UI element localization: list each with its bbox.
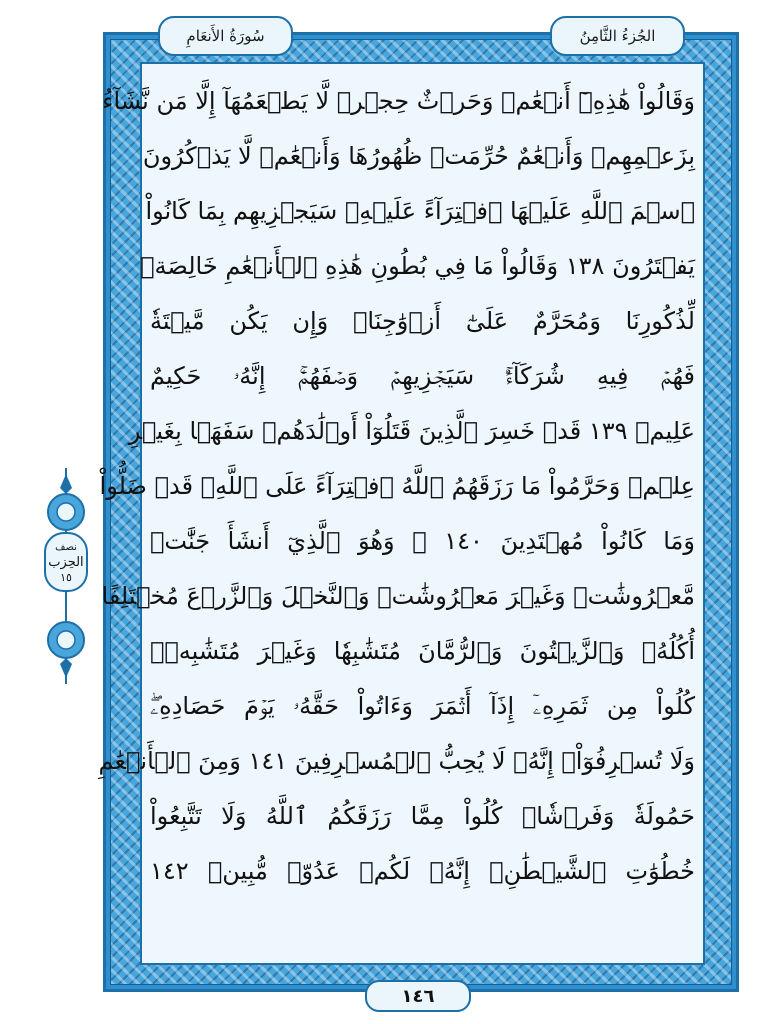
hizb-marker [36, 468, 96, 684]
verse-lines [98, 73, 695, 898]
verse-line-4: يَفۡتَرُونَ ١٣٨ وَقَالُواْ مَا فِي بُطُونِ هَٰذِهِ ٱلۡأَنۡعَٰمِ خَالِصَةٞ [140, 251, 695, 280]
verse-line-9: وَمَا كَانُواْ مُهۡتَدِينَ ١٤٠ ۞ وَهُوَ ٱلَّذِيٓ أَنشَأَ جَنَّٰتٖ [150, 526, 695, 555]
verse-line-6: فَهُمۡ فِيهِ شُرَكَآءُۚ سَيَجۡزِيهِمۡ وَصۡفَهُمۡۚ إِنَّهُۥ حَكِيمٌ [150, 361, 695, 390]
page-number [365, 980, 471, 1012]
verse-line-14: حَمُولَةٗ وَفَرۡشٗاۚ كُلُواْ مِمَّا رَزَقَكُمُ ٱللَّهُ وَلَا تَتَّبِعُواْ [150, 801, 695, 830]
hizb-label [44, 532, 88, 592]
juz-label-text: الجُزءُ الثَّامِنُ [579, 27, 656, 45]
hizb-label-line2: الحِزب [48, 554, 84, 570]
surah-label-text: سُورَةُ الأَنعَامِ [186, 27, 265, 45]
verse-line-7: عَلِيمٞ ١٣٩ قَدۡ خَسِرَ ٱلَّذِينَ قَتَلُوٓاْ أَوۡلَٰدَهُمۡ سَفَهَۢا بِغَيۡرِ [128, 416, 695, 445]
verse-line-2: بِزَعۡمِهِمۡ وَأَنۡعَٰمٌ حُرِّمَتۡ ظُهُورُهَا وَأَنۡعَٰمٞ لَّا يَذۡكُرُونَ [142, 141, 695, 170]
verse-line-8: عِلۡمٖ وَحَرَّمُواْ مَا رَزَقَهُمُ ٱللَّهُ ٱفۡتِرَآءً عَلَى ٱللَّهِۚ قَدۡ ضَلُّواْ [99, 471, 695, 500]
verse-line-13: وَلَا تُسۡرِفُوٓاْۚ إِنَّهُۥ لَا يُحِبُّ ٱلۡمُسۡرِفِينَ ١٤١ وَمِنَ ٱلۡأَنۡعَٰمِ [98, 746, 695, 775]
verse-line-10: مَّعۡرُوشَٰتٖ وَغَيۡرَ مَعۡرُوشَٰتٖ وَٱلنَّخۡلَ وَٱلزَّرۡعَ مُخۡتَلِفًا [101, 581, 695, 610]
page-number-text: ١٤٦ [401, 985, 435, 1007]
verse-line-1: وَقَالُواْ هَٰذِهِۦٓ أَنۡعَٰمٞ وَحَرۡثٌ حِجۡرٞ لَّا يَطۡعَمُهَآ إِلَّا مَن نَّشَآءُ [102, 86, 695, 115]
verse-line-12: كُلُواْ مِن ثَمَرِهِۦٓ إِذَآ أَثۡمَرَ وَءَاتُواْ حَقَّهُۥ يَوۡمَ حَصَادِهِۦۖ [150, 691, 695, 720]
surah-label [158, 16, 293, 56]
hizb-label-line1: نصف [55, 541, 77, 553]
verse-line-5: لِّذُكُورِنَا وَمُحَرَّمٌ عَلَىٰٓ أَزۡوَٰجِنَاۖ وَإِن يَكُن مَّيۡتَةٗ [150, 306, 695, 335]
verse-line-15: خُطُوَٰتِ ٱلشَّيۡطَٰنِۚ إِنَّهُۥ لَكُمۡ عَدُوّٞ مُّبِينٞ ١٤٢ [150, 856, 695, 885]
verse-line-3: ٱسۡمَ ٱللَّهِ عَلَيۡهَا ٱفۡتِرَآءً عَلَيۡهِۚ سَيَجۡزِيهِم بِمَا كَانُواْ [145, 196, 695, 225]
juz-label [550, 16, 685, 56]
verse-line-11: أُكُلُهُۥ وَٱلزَّيۡتُونَ وَٱلرُّمَّانَ مُتَشَٰبِهٗا وَغَيۡرَ مُتَشَٰبِهٖۚ [150, 636, 695, 665]
hizb-label-line3: ١٥ [60, 570, 72, 584]
